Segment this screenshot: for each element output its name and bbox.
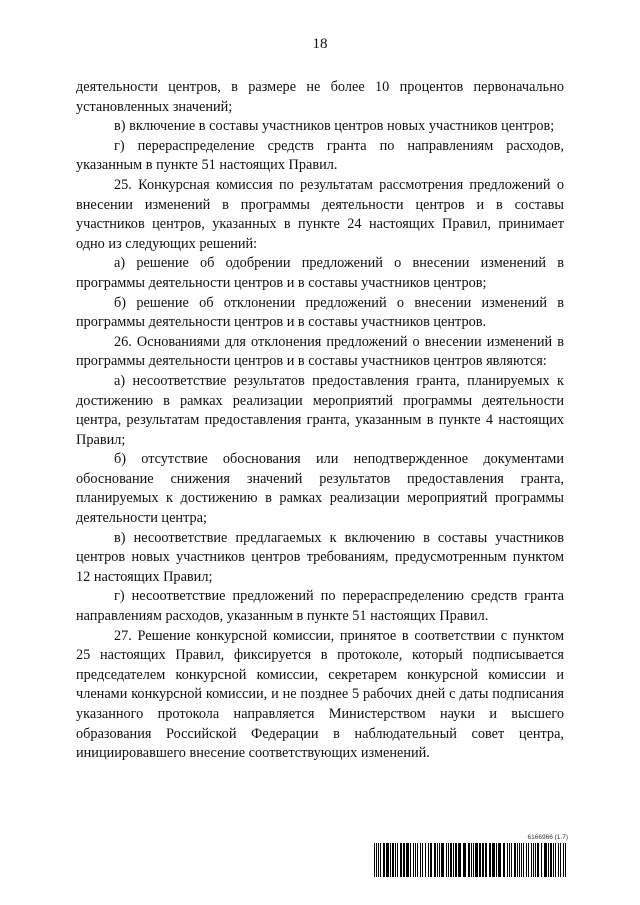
paragraph: г) несоответствие предложений по перераспределению средств гранта направлениям расходов, указанным в пункте 51 настоящих Правил.	[76, 588, 564, 625]
page-number: 18	[312, 36, 328, 52]
document-code: 6166966 (1.7)	[527, 834, 568, 841]
paragraph: в) несоответствие предлагаемых к включению в составы участников центров новых участников центров требованиям, предусмотренным пунктом 12 настоящих Правил;	[76, 529, 564, 585]
paragraph: в) включение в составы участников центров новых участников центров;	[114, 118, 555, 135]
paragraph: а) несоответствие результатов предоставления гранта, планируемых к достижению в рамках реализации мероприятий программы деятельности центра, результатам предоставления гранта, указанным в пункте 4 настоящих Правил;	[76, 372, 564, 448]
paragraph: б) решение об отклонении предложений о внесении изменений в программы деятельности центров и в составы участников центров.	[76, 294, 564, 331]
paragraph: а) решение об одобрении предложений о внесении изменений в программы деятельности центров и в составы участников центров;	[76, 255, 564, 291]
paragraph: 25. Конкурсная комиссия по результатам рассмотрения предложений о внесении изменений в программы деятельности центров и в составы участников центров, указанных в пункте 24 настоящих Правил, принимает одно из следующих решений:	[76, 176, 564, 252]
paragraph: г) перераспределение средств гранта по направлениям расходов, указанным в пункте 51 настоящих Правил.	[76, 137, 564, 174]
paragraph: 26. Основаниями для отклонения предложений о внесении изменений в программы деятельности центров и в составы участников центров являются:	[76, 333, 564, 370]
paragraph: деятельности центров, в размере не более 10 процентов первоначально установленных значений;	[76, 79, 564, 115]
document-body	[76, 78, 564, 764]
barcode-icon	[374, 843, 568, 877]
paragraph: 27. Решение конкурсной комиссии, принятое в соответствии с пунктом 25 настоящих Правил, фиксируется в протоколе, который подписывается председателем конкурсной комиссии, секретарем конкурсной комиссии и членами конкурсной комиссии, и не позднее 5 рабочих дней с даты подписания указанного протокола направляется Министерством науки и высшего образования Российской Федерации в наблюдательный совет центра, инициировавшего внесение соответствующих изменений.	[76, 627, 564, 762]
paragraph: б) отсутствие обоснования или неподтвержденное документами обоснование снижения значений результатов предоставления гранта, планируемых к достижению в рамках реализации мероприятий программы деятельности центра;	[76, 451, 564, 527]
